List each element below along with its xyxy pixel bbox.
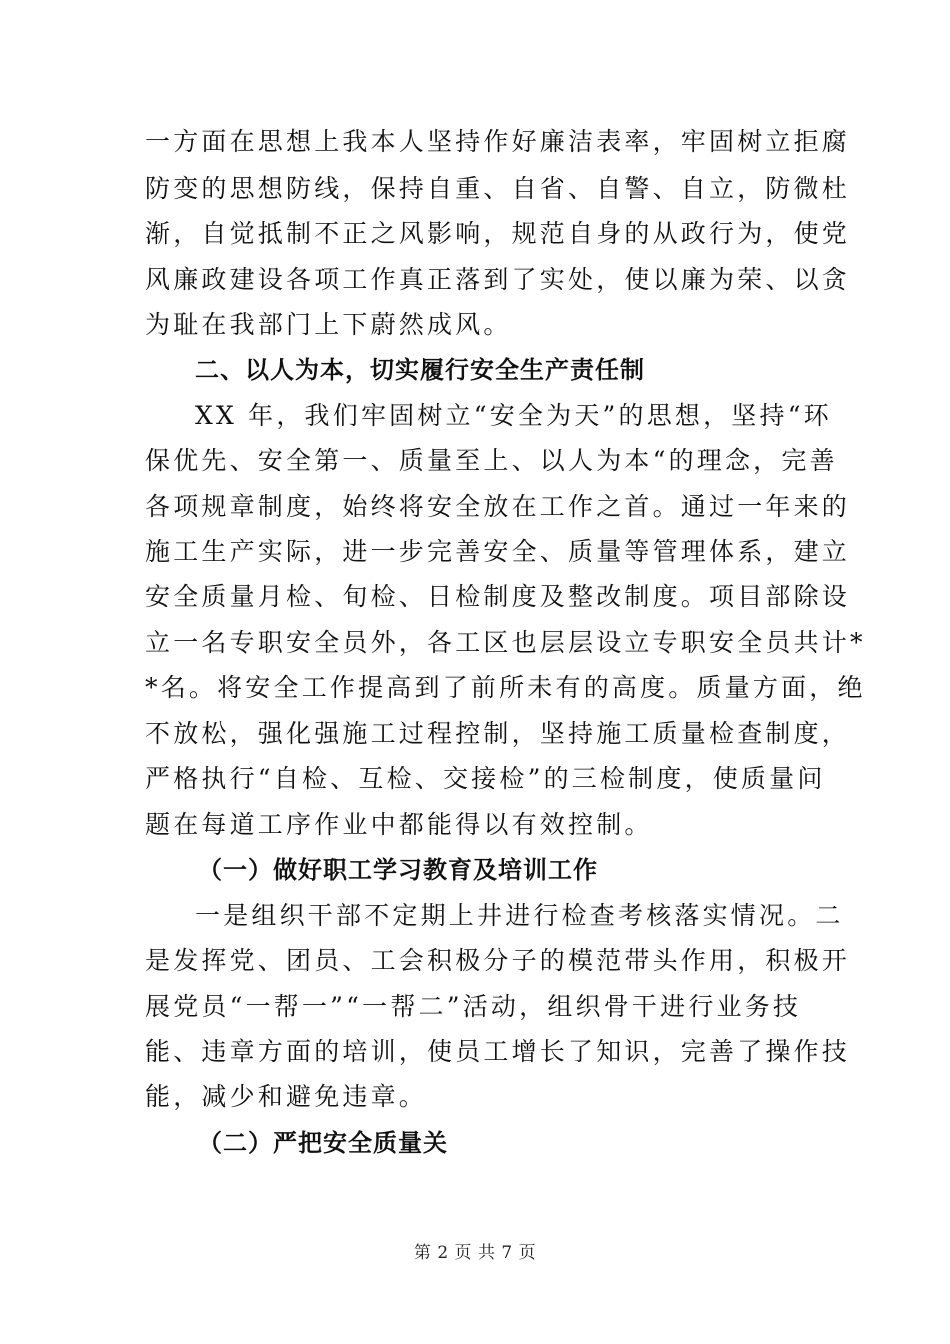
- body-text-line: 题在每道工序作业中都能得以有效控制。: [145, 810, 653, 839]
- subsection-heading: （二）严把安全质量关: [198, 1129, 448, 1157]
- page-number: 第 2 页 共 7 页: [413, 1243, 537, 1263]
- subsection-heading: （一）做好职工学习教育及培训工作: [198, 856, 598, 884]
- body-text-line: 为耻在我部门上下蔚然成风。: [145, 310, 512, 339]
- body-text-line: 能、违章方面的培训，使员工增长了知识，完善了操作技: [145, 1037, 851, 1066]
- body-text-line: 展党员“一帮一”“一帮二”活动，组织骨干进行业务技: [145, 992, 802, 1021]
- body-text-line: 各项规章制度，始终将安全放在工作之首。通过一年来的: [145, 492, 851, 521]
- body-text-line: *名。将安全工作提高到了前所未有的高度。质量方面，绝: [145, 673, 866, 702]
- body-text-line: 安全质量月检、旬检、日检制度及整改制度。项目部除设: [145, 582, 851, 611]
- body-text-line: 一是组织干部不定期上井进行检查考核落实情况。二: [195, 901, 844, 930]
- body-text-line: 风廉政建设各项工作真正落到了实处，使以廉为荣、以贪: [145, 265, 851, 294]
- body-text-line: 严格执行“自检、互检、交接检”的三检制度，使质量问: [145, 764, 826, 793]
- body-text-line: 防变的思想防线，保持自重、自省、自警、自立，防微杜: [145, 174, 851, 203]
- body-text-line: 保优先、安全第一、质量至上、以人为本“的理念，完善: [145, 446, 838, 475]
- body-text-line: 渐，自觉抵制不正之风影响，规范自身的从政行为，使党: [145, 219, 851, 248]
- body-text-line: 能，减少和避免违章。: [145, 1082, 428, 1111]
- body-text-line: XX 年，我们牢固树立“安全为天”的思想，坚持“环: [195, 401, 832, 430]
- body-text-line: 不放松，强化强施工过程控制，坚持施工质量检查制度，: [145, 719, 851, 748]
- body-text-line: 是发挥党、团员、工会积极分子的模范带头作用，积极开: [145, 946, 851, 975]
- body-text-line: 施工生产实际，进一步完善安全、质量等管理体系，建立: [145, 537, 851, 566]
- section-heading: 二、以人为本，切实履行安全生产责任制: [195, 356, 645, 384]
- body-text-line: 一方面在思想上我本人坚持作好廉洁表率，牢固树立拒腐: [145, 127, 851, 156]
- body-text-line: 立一名专职安全员外，各工区也层层设立专职安全员共计*: [145, 628, 866, 657]
